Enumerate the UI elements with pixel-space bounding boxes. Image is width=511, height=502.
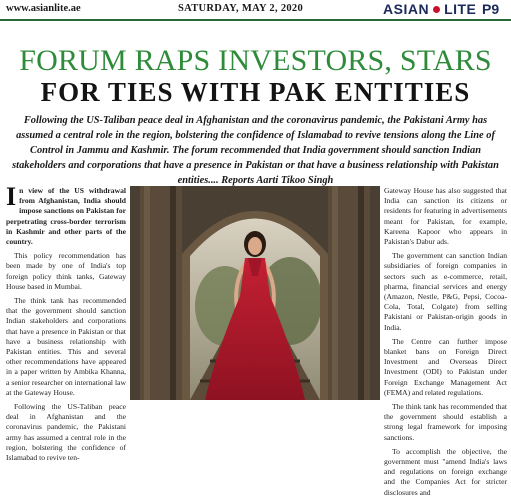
article-photo bbox=[130, 186, 380, 400]
body-paragraph: Gateway House has also suggested that India can sanction its citizens or residents for featuring in advertisements meant for Pakistan, for example, Kareena Kapoor who appears in Pakistan's Dabur ads. bbox=[384, 186, 507, 247]
headline-line-2: FOR TIES WITH PAK ENTITIES bbox=[40, 77, 471, 107]
right-column bbox=[384, 186, 507, 502]
kareena-kapoor-photo-illustration bbox=[130, 186, 380, 400]
body-paragraph: The government can sanction Indian subsidiaries of foreign companies in sectors such as e-commerce, retail, pharma, financial services and energy (Amazon, Nestle, P&G, Pepsi, Cocoa-Cola, Total, Colgate) from selling Pakistani or Pakistan-origin goods in India. bbox=[384, 251, 507, 332]
body-paragraph: The think tank has recommended that the government should establish a strong legal framework for imposing sanctions. bbox=[384, 402, 507, 442]
left-column bbox=[6, 182, 126, 467]
lead-paragraph bbox=[6, 182, 126, 247]
site-url[interactable]: www.asianlite.ae bbox=[6, 3, 81, 14]
logo-word-asian: ASIAN bbox=[383, 1, 430, 17]
body-paragraph: To accomplish the objective, the government must "amend India's laws and regulations on foreign exchange and the Companies Act for stricter disclosures and bbox=[384, 446, 507, 497]
logo-word-lite: LITE bbox=[444, 1, 477, 17]
body-paragraph: The Centre can further impose blanket bans on Foreign Direct Investment and Overseas Direct Investment (ODI) to Pakistan under Foreign Exchange Management Act (FEMA) and related regulations. bbox=[384, 336, 507, 397]
logo-dot-icon bbox=[433, 6, 440, 13]
standfirst: Following the US-Taliban peace deal in Afghanistan and the coronavirus pandemic, the Pakistani Army has assumed a central role in the region, bolstering the confidence of Islamabad to revive tensions along the Line of Control in Jammu and Kashmir. The forum recommended that India government should sanction Indian stakeholders and corporations that have a presence in Pakistan or that have a business relationship with Pakistan entities.... Reports Aarti Tikoo Singh bbox=[12, 115, 499, 186]
page-number: P9 bbox=[482, 1, 500, 17]
asianlite-logo bbox=[383, 1, 476, 17]
masthead-divider bbox=[0, 19, 511, 21]
body-paragraph: Following the US-Taliban peace deal in Afghanistan and the coronavirus pandemic, the Pakistani army has assumed a central role in the region, bolstering the confidence of Islamabad to revive ten- bbox=[6, 402, 126, 463]
headline-line-1: FORUM RAPS INVESTORS, STARS bbox=[19, 44, 492, 77]
body-paragraph: The think tank has recommended that the government should sanction Indian stakeholders and corporations that have a presence in Pakistan or that have a business relationship with Pakistan entities. This and several other recommendations have appeared in a paper written by Ambika Khanna, a senior researcher on international law at the Gateway House. bbox=[6, 296, 126, 397]
issue-date: SATURDAY, MAY 2, 2020 bbox=[178, 3, 304, 14]
masthead bbox=[0, 0, 511, 18]
drop-cap: I bbox=[6, 182, 17, 211]
lead-text: n view of the US withdrawal from Afghanistan, India should impose sanctions on Pakistan for perpetrating cross-border terrorism in Kashmir and other parts of the country. bbox=[6, 186, 126, 247]
body-paragraph: This policy recommendation has been made by one of India's top foreign policy think tanks, Gateway House based in Mumbai. bbox=[6, 251, 126, 291]
